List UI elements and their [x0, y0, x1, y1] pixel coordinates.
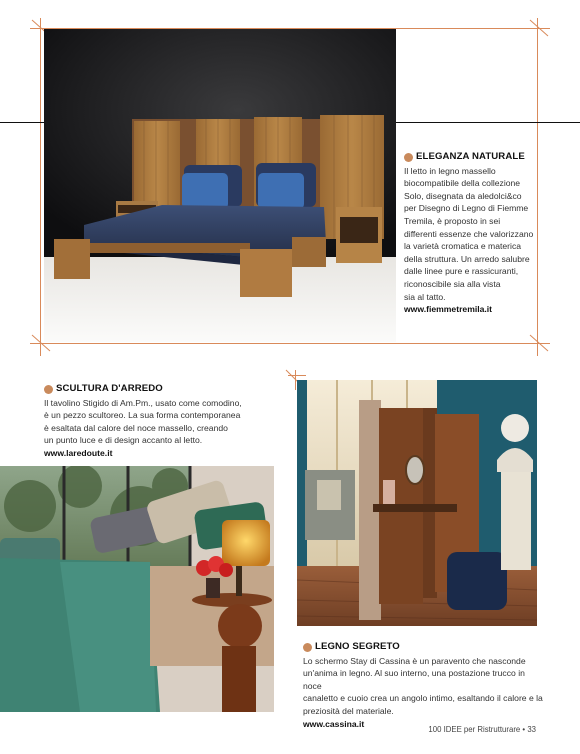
caption-line: la varietà cromatica e materica	[404, 241, 522, 252]
caption-line: un punto luce e di design accanto al letto.	[44, 435, 203, 446]
photo-wooden-bed	[44, 29, 396, 342]
photo-bedside-table	[0, 466, 274, 712]
caption-line: canaletto e cuoio crea un angolo intimo, esaltando il calore e la	[303, 693, 543, 704]
caption-line: Tremila, è proposto in sei	[404, 215, 501, 226]
caption-url[interactable]: www.laredoute.it	[44, 447, 113, 458]
caption-line: biocompatibile della collezione	[404, 178, 521, 189]
caption-title: ELEGANZA NATURALE	[404, 151, 536, 164]
caption-url[interactable]: www.cassina.it	[303, 718, 365, 729]
black-rule-right	[396, 122, 580, 123]
caption-url[interactable]: www.fiemmetremila.it	[404, 304, 493, 315]
bullet-dot-icon	[303, 643, 312, 652]
caption-line: differenti essenze che valorizzano	[404, 228, 534, 239]
caption-line: Il tavolino Stigido di Am.Pm., usato come comodino,	[44, 397, 242, 408]
caption-title: SCULTURA D'ARREDO	[44, 383, 280, 396]
guide-line-lower-vert	[295, 370, 296, 390]
caption-line: è un pezzo scultoreo. La sua forma contemporanea	[44, 410, 241, 421]
caption-line: è esaltata dal calore del noce massello, creando	[44, 422, 228, 433]
bullet-dot-icon	[44, 385, 53, 394]
caption-legno-segreto	[303, 641, 543, 730]
photo-stay-screen	[297, 380, 537, 626]
caption-eleganza-naturale	[404, 151, 536, 316]
caption-title: LEGNO SEGRETO	[303, 641, 543, 654]
caption-line: Solo, disegnata da aledolci&co	[404, 190, 522, 201]
caption-line: Il letto in legno massello	[404, 165, 496, 176]
caption-scultura-arredo	[44, 383, 280, 460]
black-rule-left	[0, 122, 44, 123]
caption-line: un'anima in legno. Al suo interno, una postazione trucco in noce	[303, 668, 525, 691]
caption-line: sia al tatto.	[404, 291, 446, 302]
guide-line-lower	[288, 375, 306, 376]
caption-line: riconoscibile sia alla vista	[404, 278, 501, 289]
caption-line: della struttura. Un arredo salubre	[404, 253, 530, 264]
page-footer: 100 IDEE per Ristrutturare • 33	[428, 725, 536, 734]
bullet-dot-icon	[404, 153, 413, 162]
caption-line: preziosità del materiale.	[303, 705, 394, 716]
caption-line: dalle linee pure e rassicuranti,	[404, 266, 519, 277]
caption-line: Lo schermo Stay di Cassina è un paravento che nasconde	[303, 655, 526, 666]
caption-line: per Disegno di Legno di Fiemme	[404, 203, 529, 214]
